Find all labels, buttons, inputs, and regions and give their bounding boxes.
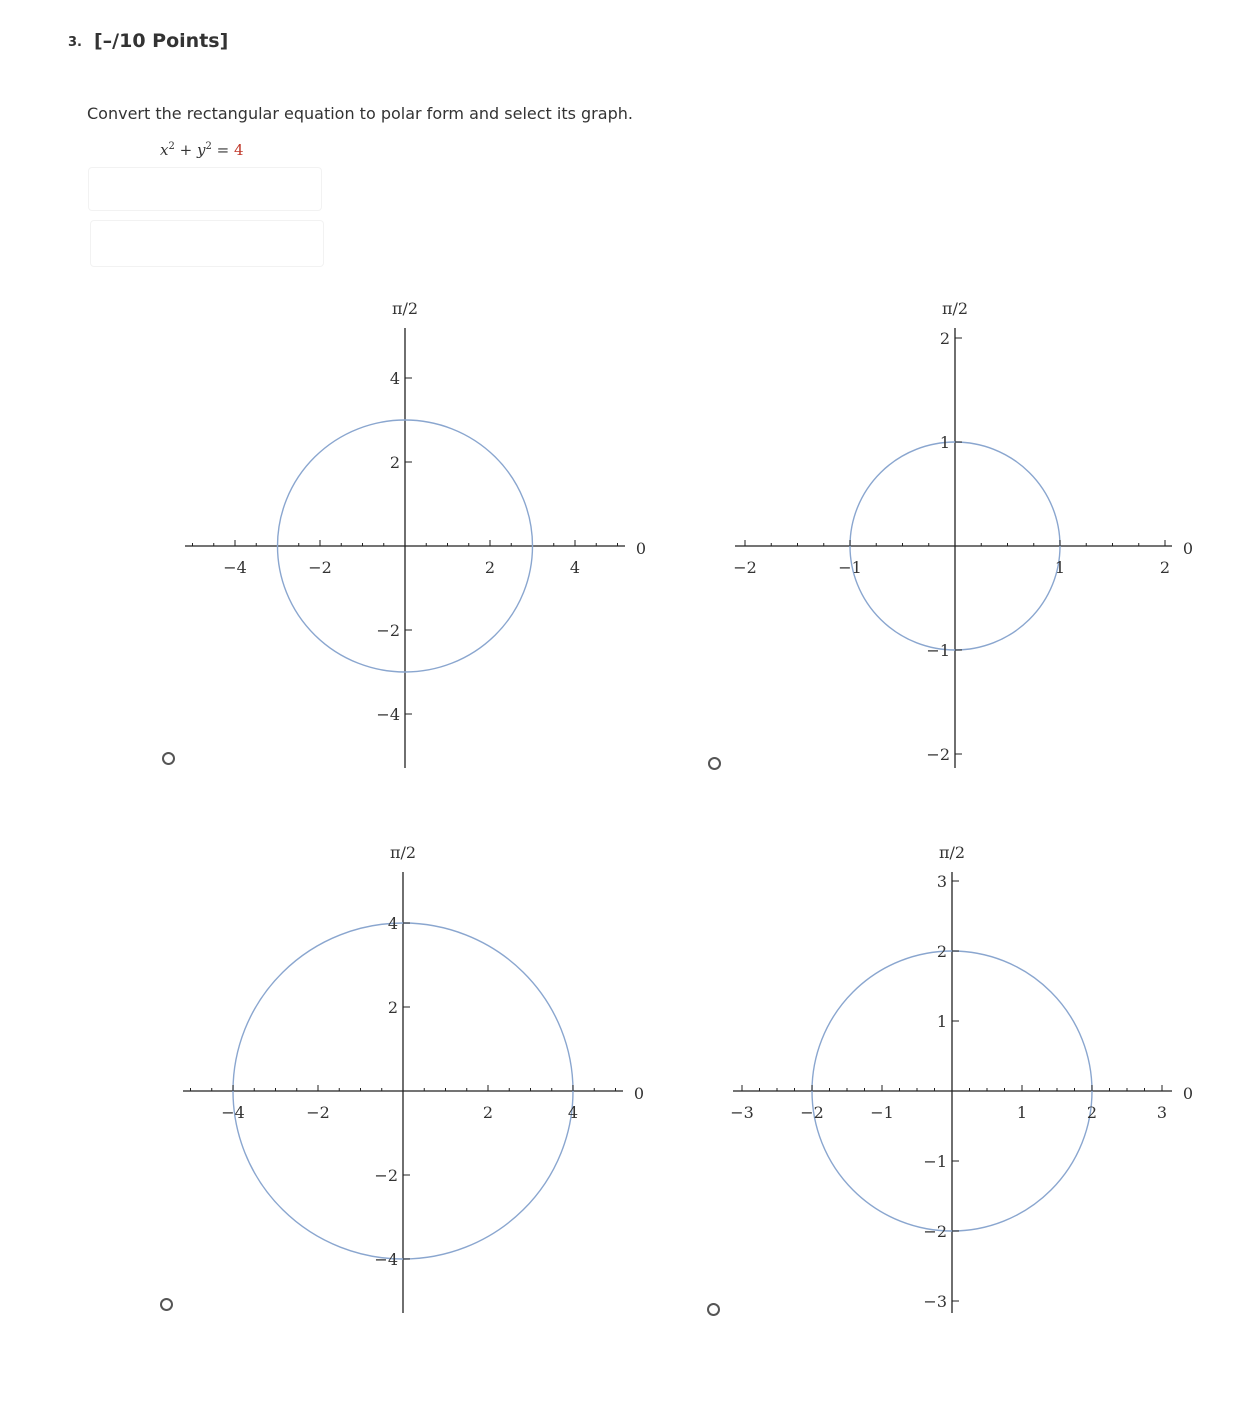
plot-b-x-tick-label: 2 — [1159, 558, 1171, 577]
eq-y-exp: 2 — [205, 141, 212, 152]
plot-d-label-zero: 0 — [1182, 1084, 1194, 1103]
plot-d-x-tick-label: −3 — [730, 1103, 754, 1122]
plot-a-label-pi-over-2: π/2 — [391, 299, 419, 318]
plot-a-label-zero: 0 — [635, 539, 647, 558]
plot-a-y-tick-label: 2 — [389, 453, 400, 472]
question-points: [–/10 Points] — [94, 30, 229, 52]
plot-b-y-tick-label: 2 — [939, 329, 950, 348]
eq-x: x — [160, 141, 169, 159]
plot-c-label-pi-over-2: π/2 — [389, 843, 417, 862]
plot-b-y-tick-label: −1 — [926, 641, 950, 660]
eq-plus: + — [179, 141, 193, 159]
option-a-radio[interactable] — [162, 752, 175, 765]
plot-c-y-tick-label: −2 — [374, 1166, 398, 1185]
eq-rhs: 4 — [233, 141, 244, 159]
plot-a-x-tick-label: 4 — [569, 558, 581, 577]
plot-b-x-tick-label: 1 — [1054, 558, 1066, 577]
plot-c-x-tick-label: 4 — [567, 1103, 579, 1122]
plot-a-y-tick-label: −4 — [376, 705, 400, 724]
plot-d-y-tick-label: −1 — [923, 1152, 947, 1171]
question-prompt: Convert the rectangular equation to polar form and select its graph. — [87, 104, 633, 123]
plot-b-x-tick-label: −2 — [733, 558, 757, 577]
plot-d-y-tick-label: 1 — [936, 1012, 947, 1031]
plot-b-label-zero: 0 — [1182, 539, 1194, 558]
plot-d-y-tick-label: −2 — [923, 1222, 947, 1241]
plot-d-y-tick-label: 2 — [936, 942, 947, 961]
plot-c-y-tick-label: 2 — [387, 998, 398, 1017]
plot-c-y-tick-label: 4 — [387, 914, 398, 933]
plot-d-x-tick-label: 2 — [1086, 1103, 1098, 1122]
plot-b-y-tick-label: 1 — [939, 433, 950, 452]
plot-d-x-tick-label: 1 — [1016, 1103, 1028, 1122]
option-b-radio[interactable] — [708, 757, 721, 770]
option-d-radio[interactable] — [707, 1303, 720, 1316]
plot-c-y-tick-label: −4 — [374, 1250, 398, 1269]
plot-a-x-tick-label: 2 — [484, 558, 496, 577]
plot-b-label-pi-over-2: π/2 — [941, 299, 969, 318]
plot-d-y-tick-label: −3 — [923, 1292, 947, 1311]
plot-c-x-tick-label: −2 — [306, 1103, 330, 1122]
plot-a-y-tick-label: 4 — [389, 369, 400, 388]
plot-d-x-tick-label: −2 — [800, 1103, 824, 1122]
plot-c-label-zero: 0 — [633, 1084, 645, 1103]
eq-y: y — [196, 141, 206, 159]
plot-b-x-tick-label: −1 — [838, 558, 862, 577]
plot-a-y-tick-label: −2 — [376, 621, 400, 640]
plot-a-x-tick-label: −2 — [308, 558, 332, 577]
plot-c-x-tick-label: −4 — [221, 1103, 245, 1122]
plot-b-y-tick-label: −2 — [926, 745, 950, 764]
plot-a-x-tick-label: −4 — [223, 558, 247, 577]
eq-x-exp: 2 — [168, 141, 175, 152]
plot-d-x-tick-label: −1 — [870, 1103, 894, 1122]
plot-d-label-pi-over-2: π/2 — [938, 843, 966, 862]
plot-d-y-tick-label: 3 — [936, 872, 947, 891]
eq-equals: = — [216, 141, 230, 159]
option-c-radio[interactable] — [160, 1298, 173, 1311]
question-number: 3. — [68, 35, 82, 50]
plot-c-x-tick-label: 2 — [482, 1103, 494, 1122]
plot-d-x-tick-label: 3 — [1156, 1103, 1168, 1122]
